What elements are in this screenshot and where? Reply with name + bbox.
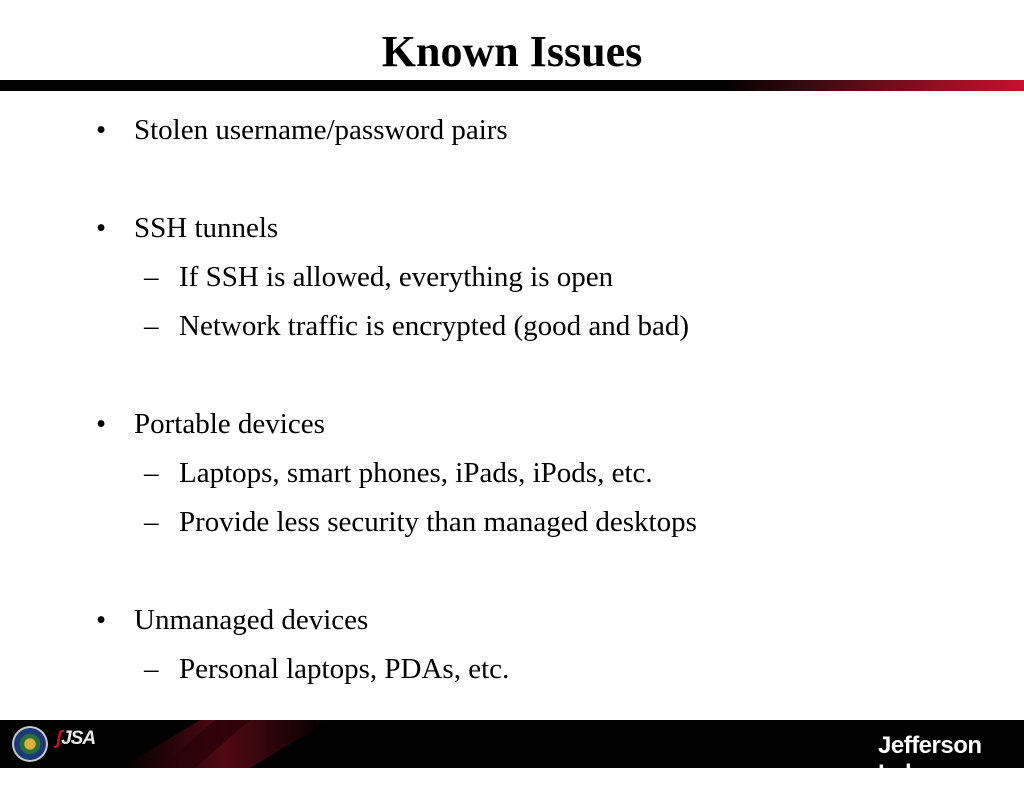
slide-title: Known Issues <box>381 27 643 76</box>
sub-bullet-text: Provide less security than managed desktops <box>179 506 697 538</box>
bullet-text: SSH tunnels <box>134 212 279 244</box>
doe-seal-icon <box>12 726 48 762</box>
bullet-text: Portable devices <box>134 408 325 440</box>
sub-bullet-marker: – <box>144 653 159 685</box>
sub-bullet-text: Personal laptops, PDAs, etc. <box>179 653 510 685</box>
sub-bullet-text: If SSH is allowed, everything is open <box>179 261 614 293</box>
jsa-swoosh-icon: ʃ <box>56 728 62 749</box>
bullet-marker: • <box>96 114 107 146</box>
bullet-marker: • <box>96 212 107 244</box>
sub-bullet-text: Laptops, smart phones, iPads, iPods, etc. <box>179 457 653 489</box>
jsa-logo <box>56 728 95 750</box>
jefferson-lab-logo: Jefferson Lab <box>878 732 982 787</box>
sub-bullet-marker: – <box>144 457 159 489</box>
bullet-marker: • <box>96 408 107 440</box>
bullet-text: Unmanaged devices <box>134 604 369 636</box>
sub-bullet-marker: – <box>144 310 159 342</box>
sub-bullet-marker: – <box>144 261 159 293</box>
jsa-logo-text: JSA <box>61 728 96 749</box>
bullet-marker: • <box>96 604 107 636</box>
bullet-text: Stolen username/password pairs <box>134 114 508 146</box>
footer-bar <box>0 720 1024 768</box>
sub-bullet-text: Network traffic is encrypted (good and bad) <box>179 310 690 342</box>
sub-bullet-marker: – <box>144 506 159 538</box>
footer-red-swoosh <box>0 720 1024 768</box>
